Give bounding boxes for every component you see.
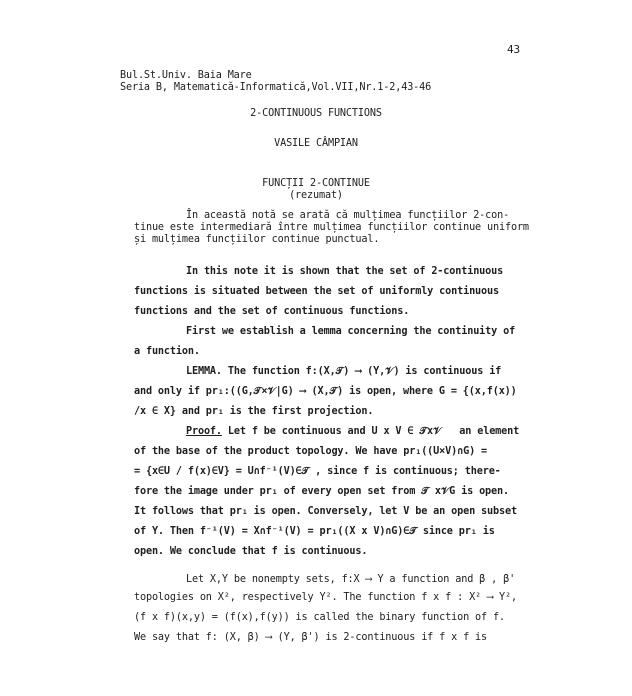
intro-line-3: functions and the set of continuous functions. [134,306,410,317]
definition-line-1: Let X,Y be nonempty sets, f:X ⟶ Y a function and β , β' [186,574,516,585]
proof-label: Proof. [186,426,222,437]
proof-text-1: Let f be continuous and U x V ∈ 𝒯x𝒱 an element [221,426,520,437]
lemma-label: LEMMA. [186,366,222,377]
definition-line-4: We say that f: (X, β) ⟶ (Y, β') is 2-continuous if f x f is [134,632,488,643]
journal-header-line-2: Seria B, Matematică-Informatică,Vol.VII,Nr.1-2,43-46 [120,82,432,93]
first-para-line-1: First we establish a lemma concerning the continuity of [186,326,516,337]
proof-line-1 [186,426,519,438]
abstract-ro-line-3: și mulțimea funcțiilor continue punctual. [134,234,380,245]
definition-line-2: topologies on X², respectively Y². The function f x f : X² ⟶ Y², [134,592,517,603]
abstract-ro-line-2: tinue este intermediară între mulțimea funcțiilor continue uniform [134,222,529,233]
lemma-line-1 [186,366,501,378]
intro-line-1: In this note it is shown that the set of 2-continuous [186,266,504,277]
lemma-line-2: and only if pr₁:((G,𝒯×𝒱|G) ⟶ (X,𝒯) is open, where G = {(x,f(x)) [134,386,517,397]
first-para-line-2: a function. [134,346,200,357]
proof-line-4: fore the image under pr₁ of every open set from 𝒯 x𝒱G is open. [134,486,509,497]
page-number: 43 [507,43,520,56]
lemma-text-1: The function f:(X,𝒯) ⟶ (Y,𝒱) is continuous if [221,366,502,377]
intro-line-2: functions is situated between the set of uniformly continuous [134,286,499,297]
proof-line-6: of Y. Then f⁻¹(V) = X∩f⁻¹(V) = pr₁((X x V)∩G)∈𝒯 since pr₁ is [134,526,495,537]
proof-line-2: of the base of the product topology. We have pr₁((U×V)∩G) = [134,446,488,457]
romanian-subtitle: (rezumat) [289,190,343,201]
romanian-title: FUNCȚII 2-CONTINUE [262,178,370,189]
lemma-line-3: /x ∈ X} and pr₁ is the first projection. [134,406,374,417]
definition-line-3: (f x f)(x,y) = (f(x),f(y)) is called the binary function of f. [134,612,505,623]
proof-line-3: = {x∈U / f(x)∈V} = U∩f⁻¹(V)∈𝒯 , since f is continuous; there- [134,466,501,477]
author-name: VASILE CÂMPIAN [274,138,358,149]
proof-line-7: open. We conclude that f is continuous. [134,546,368,557]
abstract-ro-line-1: În această notă se arată că mulțimea funcțiilor 2-con- [186,210,510,221]
paper-title: 2-CONTINUOUS FUNCTIONS [250,108,382,119]
journal-header-line-1: Bul.St.Univ. Baia Mare [120,70,252,81]
proof-line-5: It follows that pr₁ is open. Conversely, let V be an open subset [134,506,517,517]
